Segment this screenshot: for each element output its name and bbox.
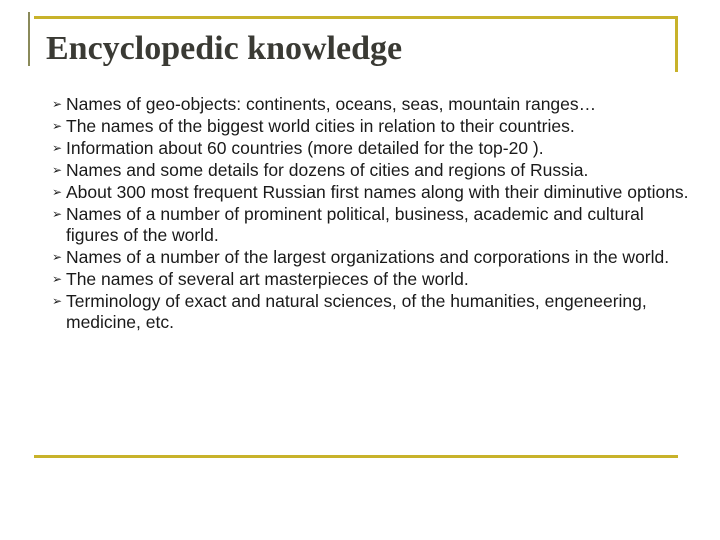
- arrowhead-bullet-icon: ➢: [52, 119, 63, 133]
- bullet-item: [52, 182, 692, 203]
- arrowhead-bullet-icon: ➢: [52, 250, 63, 264]
- bullet-text: The names of several art masterpieces of the world.: [66, 269, 469, 289]
- bullet-text: Terminology of exact and natural sciences, of the humanities, engeneering, medicine, etc.: [66, 291, 647, 332]
- bullet-item: [52, 138, 692, 159]
- bullet-text: Information about 60 countries (more detailed for the top-20 ).: [66, 138, 544, 158]
- bullet-list: [52, 94, 692, 334]
- bullet-item: [52, 247, 692, 268]
- bullet-item: [52, 116, 692, 137]
- arrowhead-bullet-icon: ➢: [52, 294, 63, 308]
- arrowhead-bullet-icon: ➢: [52, 163, 63, 177]
- bullet-text: The names of the biggest world cities in relation to their countries.: [66, 116, 575, 136]
- right-rule: [675, 16, 678, 72]
- bullet-item: [52, 291, 692, 333]
- arrowhead-bullet-icon: ➢: [52, 272, 63, 286]
- arrowhead-bullet-icon: ➢: [52, 185, 63, 199]
- arrowhead-bullet-icon: ➢: [52, 97, 63, 111]
- bullet-text: About 300 most frequent Russian first names along with their diminutive options.: [66, 182, 689, 202]
- left-rule: [28, 12, 30, 66]
- bullet-item: [52, 204, 692, 246]
- arrowhead-bullet-icon: ➢: [52, 207, 63, 221]
- top-rule: [34, 16, 678, 19]
- bullet-item: [52, 269, 692, 290]
- bullet-item: [52, 94, 692, 115]
- bullet-text: Names of a number of the largest organizations and corporations in the world.: [66, 247, 670, 267]
- bullet-text: Names of geo-objects: continents, oceans, seas, mountain ranges…: [66, 94, 597, 114]
- arrowhead-bullet-icon: ➢: [52, 141, 63, 155]
- slide-title: Encyclopedic knowledge: [46, 30, 403, 67]
- bullet-item: [52, 160, 692, 181]
- bullet-text: Names of a number of prominent political, business, academic and cultural figures of the world.: [66, 204, 644, 245]
- bullet-text: Names and some details for dozens of cities and regions of Russia.: [66, 160, 589, 180]
- bottom-rule: [34, 455, 678, 458]
